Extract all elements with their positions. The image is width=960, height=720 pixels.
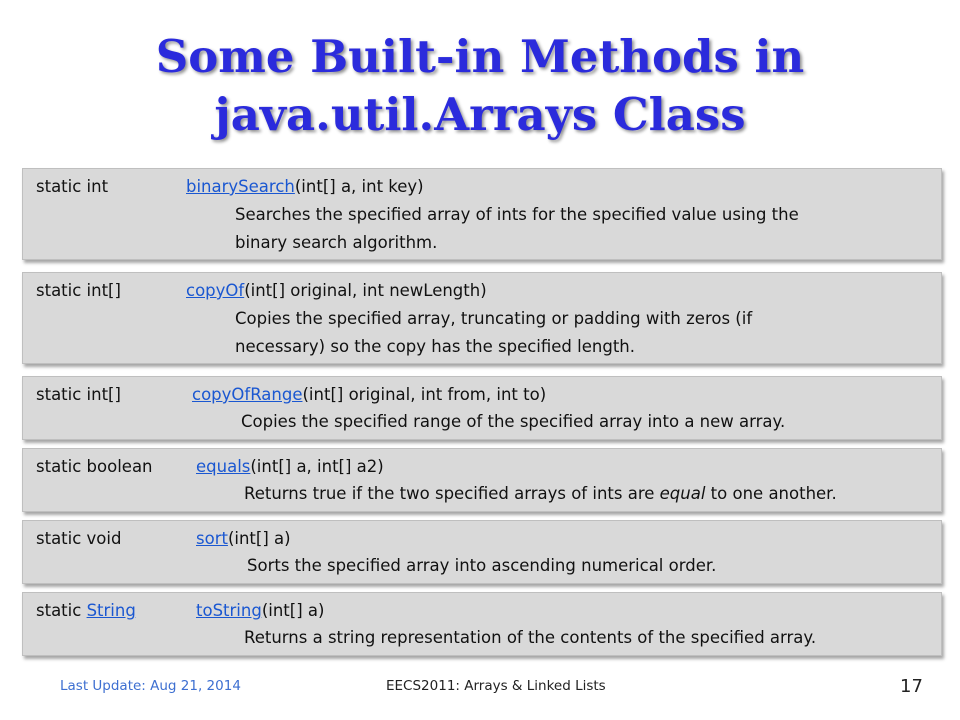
method-modifier: static int [36,177,109,196]
method-box-copyofrange [22,376,942,440]
method-box-tostring [22,592,942,656]
method-link-copyofrange[interactable]: copyOfRange [192,385,303,404]
method-link-copyof[interactable]: copyOf [186,281,245,300]
method-link-tostring[interactable]: toString [196,601,262,620]
method-modifier: static int[] [36,385,121,404]
method-box-sort [22,520,942,584]
method-params: (int[] a, int[] a2) [250,457,384,476]
method-description-line-2: necessary) so the copy has the specified length. [235,337,635,356]
desc-text: Returns true if the two specified arrays of ints are [244,484,660,503]
method-link-binarysearch[interactable]: binarySearch [186,177,295,196]
desc-emphasis: equal [659,484,706,503]
method-description-line-2: binary search algorithm. [235,233,438,252]
method-params: (int[] a, int key) [294,177,424,196]
type-link-string[interactable]: String [86,601,136,620]
footer-last-update: Last Update: Aug 21, 2014 [60,678,241,694]
method-modifier: static int[] [36,281,121,300]
slide-page-number: 17 [900,676,923,697]
method-link-equals[interactable]: equals [196,457,251,476]
footer-course: EECS2011: Arrays & Linked Lists [386,678,606,694]
desc-text: to one another. [705,484,837,503]
method-description-line-1 [244,480,837,508]
method-link-sort[interactable]: sort [196,529,228,548]
method-box-copyof [22,272,942,364]
method-description-line-1: Searches the specified array of ints for the specified value using the [235,205,799,224]
method-box-equals [22,448,942,512]
slide-title-line-1: Some Built-in Methods in [155,30,805,83]
method-params: (int[] original, int newLength) [244,281,487,300]
method-description-line-1: Returns a string representation of the contents of the specified array. [244,628,817,647]
slide-title [0,28,960,144]
method-modifier [36,597,136,625]
method-description-line-1: Copies the specified range of the specified array into a new array. [241,412,786,431]
method-box-binarysearch [22,168,942,260]
method-modifier: static boolean [36,457,153,476]
method-description-line-1: Sorts the specified array into ascending numerical order. [247,556,717,575]
slide-title-line-2: java.util.Arrays Class [214,88,746,141]
method-modifier: static void [36,529,122,548]
method-params: (int[] original, int from, int to) [302,385,547,404]
method-modifier-prefix: static [36,601,87,620]
method-params: (int[] a) [227,529,291,548]
method-description-line-1: Copies the specified array, truncating or padding with zeros (if [235,309,753,328]
method-params: (int[] a) [261,601,325,620]
